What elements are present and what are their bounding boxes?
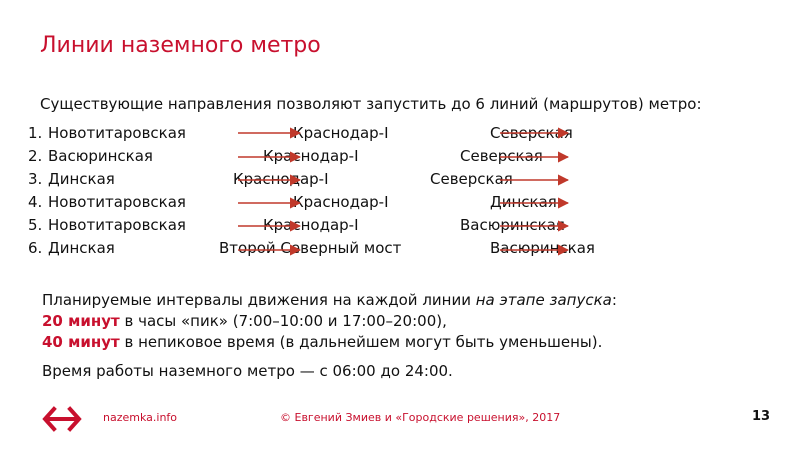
route-number: 3. (28, 170, 43, 188)
route-origin: Динская (48, 239, 115, 257)
route-destination: Северская (490, 124, 573, 142)
intervals-heading-colon: : (611, 291, 617, 309)
intervals-block (42, 290, 617, 353)
intervals-heading (42, 290, 617, 311)
footer (0, 400, 800, 440)
page-number: 13 (752, 409, 771, 424)
route-destination: Васюринская (460, 216, 565, 234)
interval-offpeak (42, 332, 617, 353)
route-origin: Новотитаровская (48, 216, 186, 234)
route-via: Краснодар-I (263, 216, 359, 234)
double-arrow-logo-icon (42, 406, 82, 432)
route-destination: Васюринская (490, 239, 595, 257)
footer-copyright: © Евгений Змиев и «Городские решения», 2017 (280, 411, 561, 424)
route-via: Краснодар-I (233, 170, 329, 188)
route-row (0, 214, 800, 236)
intro-text: Существующие направления позволяют запустить до 6 линий (маршрутов) метро: (40, 95, 702, 113)
route-number: 2. (28, 147, 43, 165)
interval-peak-text: в часы «пик» (7:00–10:00 и 17:00–20:00), (119, 312, 447, 330)
route-origin: Новотитаровская (48, 124, 186, 142)
intervals-heading-italic: на этапе запуска (475, 291, 612, 309)
route-number: 1. (28, 124, 43, 142)
operating-hours: Время работы наземного метро — с 06:00 до 24:00. (42, 362, 453, 380)
route-row (0, 168, 800, 190)
interval-peak (42, 311, 617, 332)
route-via: Краснодар-I (293, 193, 389, 211)
route-destination: Северская (460, 147, 543, 165)
route-row (0, 237, 800, 259)
interval-peak-value: 20 минут (42, 312, 120, 330)
route-destination: Динская (490, 193, 557, 211)
route-row (0, 122, 800, 144)
footer-site-link[interactable]: nazemka.info (103, 411, 178, 424)
route-via: Краснодар-I (293, 124, 389, 142)
route-number: 4. (28, 193, 43, 211)
route-row (0, 191, 800, 213)
route-via: Второй Северный мост (219, 239, 402, 257)
intervals-heading-text: Планируемые интервалы движения на каждой линии (42, 291, 476, 309)
route-row (0, 145, 800, 167)
page-title: Линии наземного метро (40, 33, 321, 58)
routes-list (0, 122, 800, 262)
route-via: Краснодар-I (263, 147, 359, 165)
route-origin: Новотитаровская (48, 193, 186, 211)
interval-offpeak-value: 40 минут (42, 333, 120, 351)
route-origin: Васюринская (48, 147, 153, 165)
interval-offpeak-text: в непиковое время (в дальнейшем могут быть уменьшены). (119, 333, 603, 351)
route-number: 5. (28, 216, 43, 234)
route-number: 6. (28, 239, 43, 257)
route-origin: Динская (48, 170, 115, 188)
route-destination: Северская (430, 170, 513, 188)
